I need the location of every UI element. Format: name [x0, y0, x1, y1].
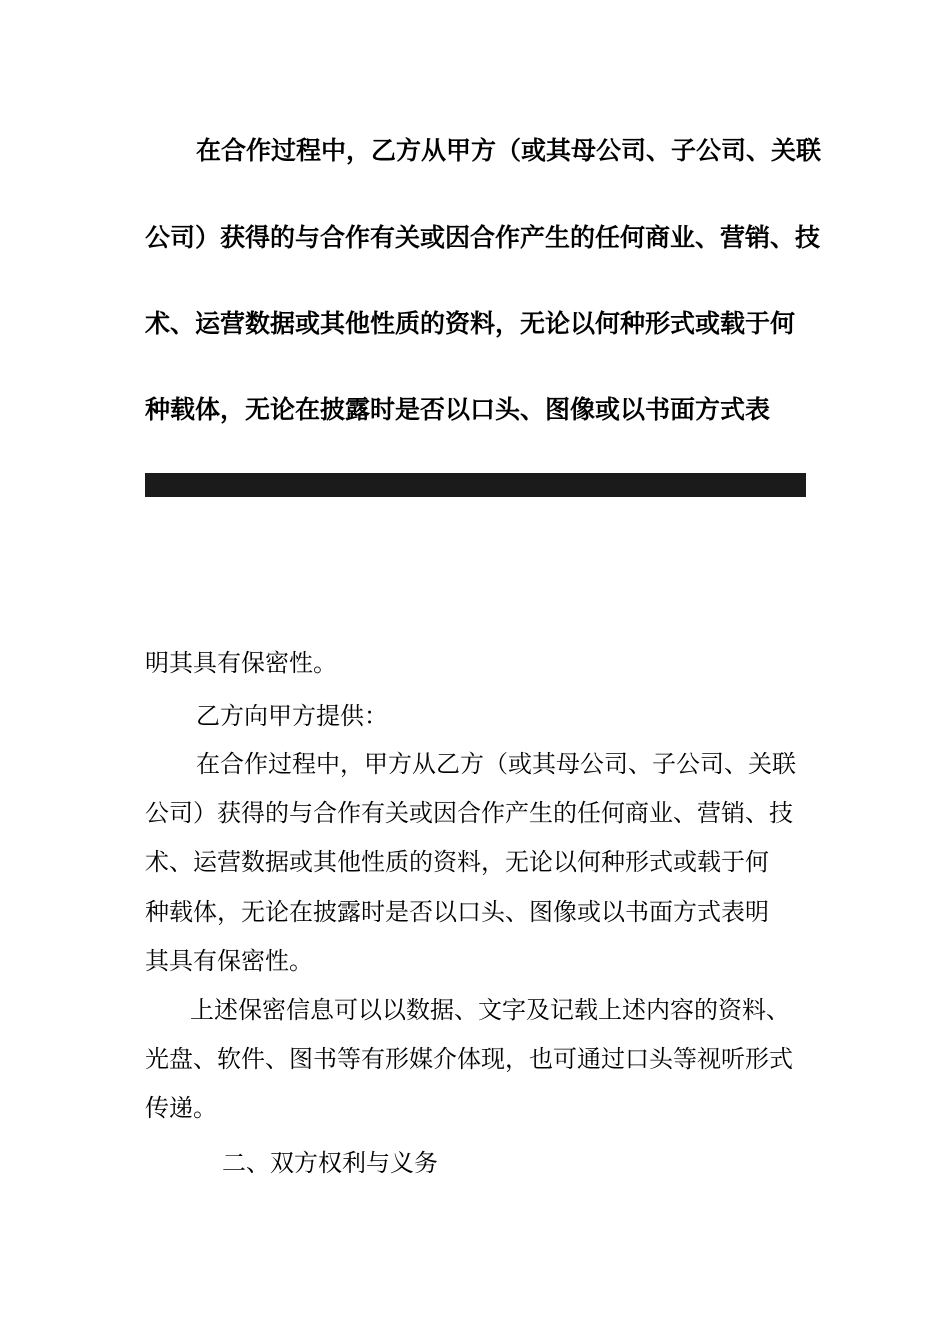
- bold-paragraph-line-4: 种载体，无论在披露时是否以口头、图像或以书面方式表: [145, 395, 771, 424]
- bold-paragraph-line-1: 在合作过程中，乙方从甲方（或其母公司、子公司、关联: [196, 136, 822, 165]
- paragraph3-line-3: 传递。: [145, 1094, 217, 1122]
- bold-paragraph-line-3: 术、运营数据或其他性质的资料，无论以何种形式或载于何: [145, 309, 796, 338]
- paragraph3-line-2: 光盘、软件、图书等有形媒介体现，也可通过口头等视听形式: [145, 1045, 793, 1073]
- paragraph2-line-3: 术、运营数据或其他性质的资料，无论以何种形式或载于何: [145, 848, 769, 876]
- paragraph2-line-4: 种载体，无论在披露时是否以口头、图像或以书面方式表明: [145, 898, 769, 926]
- paragraph2-line-5: 其具有保密性。: [145, 947, 313, 975]
- continuation-text: 明其具有保密性。: [145, 649, 337, 677]
- paragraph3-line-1: 上述保密信息可以以数据、文字及记载上述内容的资料、: [190, 996, 790, 1024]
- paragraph2-line-1: 在合作过程中，甲方从乙方（或其母公司、子公司、关联: [196, 750, 796, 778]
- bold-paragraph-line-2: 公司）获得的与合作有关或因合作产生的任何商业、营销、技: [145, 223, 821, 252]
- redaction-bar: [145, 473, 806, 497]
- paragraph2-line-2: 公司）获得的与合作有关或因合作产生的任何商业、营销、技: [145, 799, 793, 827]
- section-heading: 二、双方权利与义务: [222, 1149, 438, 1177]
- provide-heading: 乙方向甲方提供：: [196, 702, 388, 730]
